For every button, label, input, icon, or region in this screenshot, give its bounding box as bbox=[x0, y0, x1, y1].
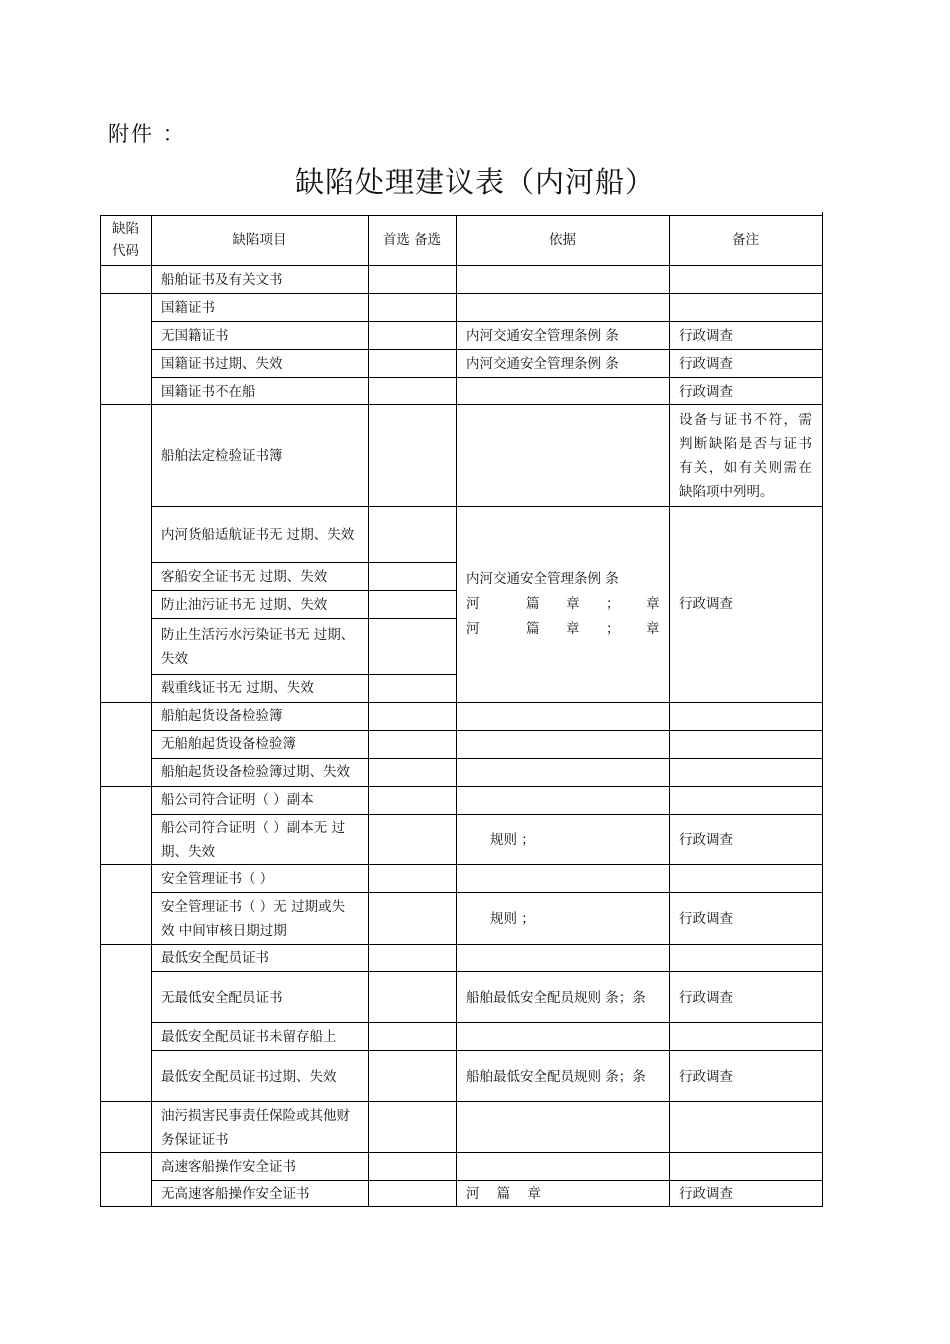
item-row: 无高速客船操作安全证书 bbox=[161, 1186, 310, 1202]
item-row: 高速客船操作安全证书 bbox=[161, 1159, 296, 1175]
item-row: 船舶起货设备检验簿 bbox=[161, 708, 283, 724]
grid-line bbox=[151, 618, 456, 619]
grid-line bbox=[151, 349, 822, 350]
item-row: 船公司符合证明（ ）副本 bbox=[161, 792, 314, 808]
basis-cell: 规则 ； bbox=[490, 910, 535, 927]
item-row: 最低安全配员证书未留存船上 bbox=[161, 1029, 337, 1045]
basis-cell: 内河交通安全管理条例 条 bbox=[466, 328, 619, 344]
grid-line bbox=[151, 730, 822, 731]
item-row: 载重线证书无 过期、失效 bbox=[161, 680, 314, 696]
page-title: 缺陷处理建议表（内河船） bbox=[294, 165, 655, 199]
item-row: 防止生活污水污染证书无 过期、失效 bbox=[161, 626, 355, 667]
item-row: 无船舶起货设备检验簿 bbox=[161, 736, 296, 752]
grid-line bbox=[100, 1101, 822, 1102]
grid-line bbox=[151, 674, 456, 675]
item-row: 国籍证书不在船 bbox=[161, 383, 256, 400]
grid-line bbox=[100, 404, 822, 405]
item-row: 船舶法定检验证书簿 bbox=[161, 447, 283, 464]
item-row: 船舶起货设备检验簿过期、失效 bbox=[161, 764, 350, 780]
header-choice: 首选 备选 bbox=[382, 232, 442, 248]
grid-line bbox=[151, 1022, 822, 1023]
remark-cell: 行政调查 bbox=[679, 328, 733, 344]
basis-line: 河 篇 章 ； 章 bbox=[466, 620, 660, 637]
basis-cell: 船舶最低安全配员规则 条；条 bbox=[466, 989, 646, 1006]
item-row: 安全管理证书（ ）无 过期或失效 中间审核日期过期 bbox=[161, 898, 346, 939]
item-row: 国籍证书过期、失效 bbox=[161, 356, 283, 372]
remark-cell: 行政调查 bbox=[679, 596, 733, 612]
item-row: 最低安全配员证书 bbox=[161, 950, 269, 966]
remark-cell: 行政调查 bbox=[679, 1068, 733, 1085]
grid-line bbox=[456, 215, 457, 1207]
remark-cell: 行政调查 bbox=[679, 1186, 733, 1202]
basis-line: 内河交通安全管理条例 条 bbox=[466, 570, 619, 587]
grid-line bbox=[100, 864, 822, 865]
grid-line bbox=[100, 215, 101, 1207]
grid-line bbox=[100, 702, 822, 703]
grid-line bbox=[151, 590, 456, 591]
attachment-label: 附件 ： bbox=[108, 122, 186, 146]
remark-cell: 行政调查 bbox=[679, 356, 733, 372]
basis-line: 河 篇 章 ； 章 bbox=[466, 595, 660, 612]
remark-cell: 行政调查 bbox=[679, 383, 733, 400]
remark-cell: 行政调查 bbox=[679, 831, 733, 848]
grid-line bbox=[151, 377, 822, 378]
grid-line bbox=[100, 1152, 822, 1153]
item-row: 船舶证书及有关文书 bbox=[161, 272, 283, 288]
header-code: 缺陷代码 bbox=[112, 221, 139, 259]
grid-line bbox=[669, 215, 670, 1207]
remark-cell: 设备与证书不符，需判断缺陷是否与证书有关，如有关则需在缺陷项中列明。 bbox=[679, 411, 812, 500]
grid-line bbox=[100, 293, 822, 294]
grid-line bbox=[151, 215, 152, 1207]
item-row: 无国籍证书 bbox=[161, 328, 229, 344]
basis-cell-group bbox=[456, 506, 669, 702]
item-row: 安全管理证书（ ） bbox=[161, 871, 274, 887]
grid-line bbox=[151, 892, 822, 893]
grid-line bbox=[151, 1050, 822, 1051]
header-basis: 依据 bbox=[549, 232, 576, 248]
item-row: 油污损害民事责任保险或其他财务保证证书 bbox=[161, 1107, 350, 1148]
item-row: 船公司符合证明（ ）副本无 过期、失效 bbox=[161, 819, 346, 860]
item-row: 客船安全证书无 过期、失效 bbox=[161, 569, 328, 585]
grid-line bbox=[368, 215, 369, 1207]
remark-cell: 行政调查 bbox=[679, 989, 733, 1006]
grid-line bbox=[151, 971, 822, 972]
grid-line bbox=[822, 212, 823, 1207]
header-remark: 备注 bbox=[732, 232, 759, 248]
item-row: 无最低安全配员证书 bbox=[161, 989, 283, 1006]
grid-line bbox=[100, 944, 822, 945]
basis-cell: 内河交通安全管理条例 条 bbox=[466, 356, 619, 372]
grid-line bbox=[100, 215, 822, 216]
header-item: 缺陷项目 bbox=[232, 232, 287, 248]
basis-cell: 河 篇 章 bbox=[466, 1186, 541, 1202]
basis-cell: 船舶最低安全配员规则 条；条 bbox=[466, 1068, 646, 1085]
grid-line bbox=[100, 265, 822, 266]
grid-line bbox=[151, 562, 456, 563]
item-row: 防止油污证书无 过期、失效 bbox=[161, 597, 328, 613]
grid-line bbox=[151, 1180, 822, 1181]
grid-line bbox=[151, 758, 822, 759]
grid-line bbox=[100, 786, 822, 787]
item-row: 国籍证书 bbox=[161, 300, 215, 316]
remark-cell: 行政调查 bbox=[679, 910, 733, 927]
basis-cell: 规则 ； bbox=[490, 831, 535, 848]
grid-line bbox=[151, 506, 822, 507]
item-row: 最低安全配员证书过期、失效 bbox=[161, 1068, 337, 1085]
grid-line bbox=[151, 321, 822, 322]
item-row: 内河货船适航证书无 过期、失效 bbox=[161, 526, 355, 543]
grid-line bbox=[151, 814, 822, 815]
grid-line bbox=[100, 1206, 822, 1207]
